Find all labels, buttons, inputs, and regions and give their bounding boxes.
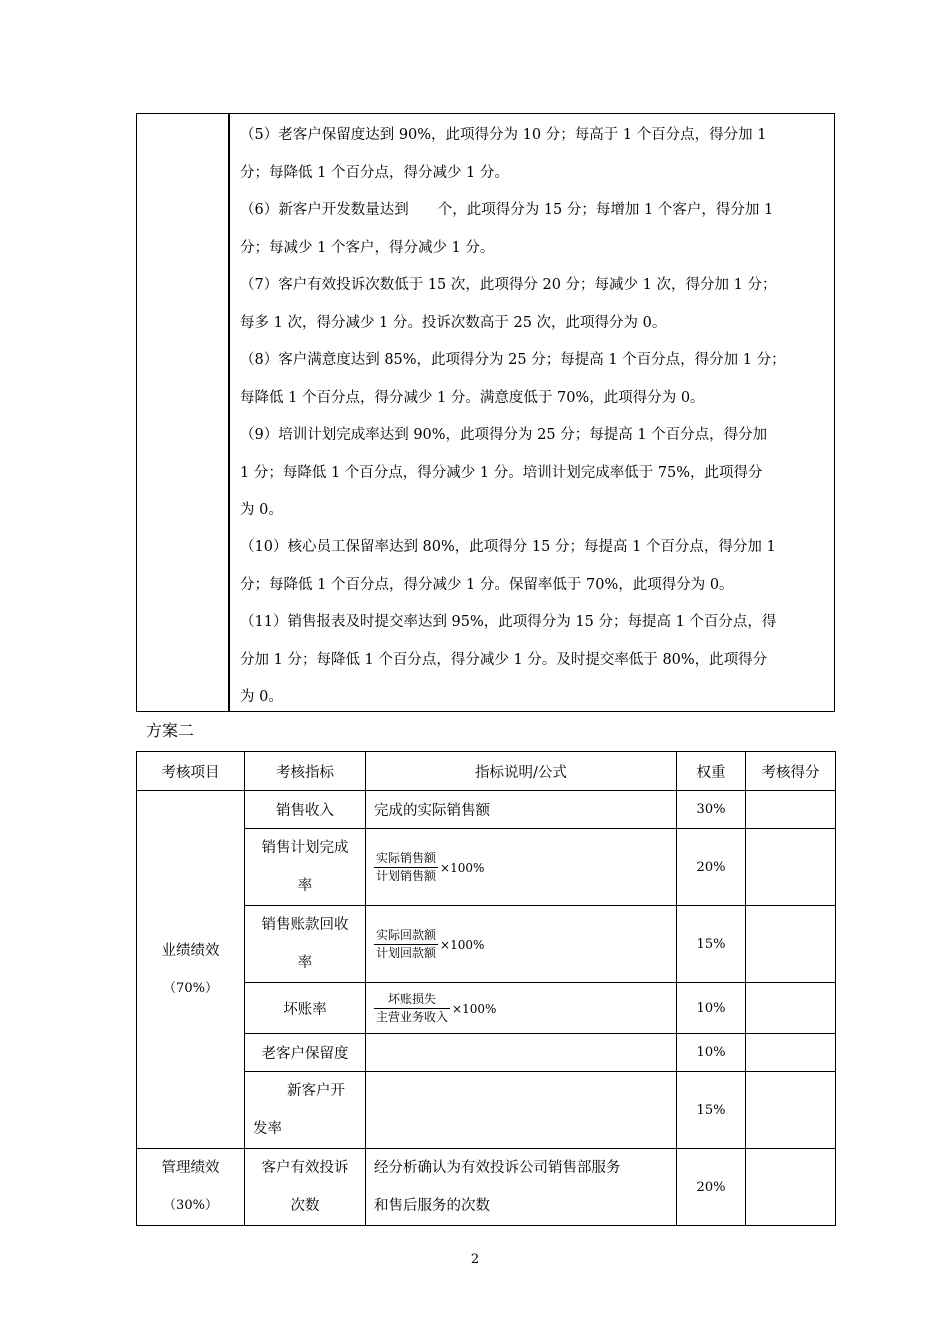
score-cell[interactable] (746, 1034, 836, 1072)
description-cell (366, 1034, 677, 1072)
score-cell[interactable] (746, 1072, 836, 1149)
indicator-cell: 销售账款回收 率 (245, 906, 366, 983)
weight-cell: 10% (677, 1034, 746, 1072)
description-cell: 经分析确认为有效投诉公司销售部服务 和售后服务的次数 (366, 1149, 677, 1226)
header-description: 指标说明/公式 (366, 752, 677, 791)
weight-cell: 20% (677, 1149, 746, 1226)
table-row (137, 1149, 836, 1226)
score-cell[interactable] (746, 983, 836, 1034)
scoring-rules-table (136, 113, 835, 712)
indicator-cell: 老客户保留度 (245, 1034, 366, 1072)
indicator-cell: 销售收入 (245, 791, 366, 829)
formula: $\frac{\text{实际销售额}}{\text{计划销售额}}$ ×100% (376, 851, 485, 883)
rule-5: （5）老客户保留度达到 90%，此项得分为 10 分；每高于 1 个百分点，得分加 1 分；每降低 1 个百分点，得分减少 1 分。 (240, 127, 767, 181)
description-cell: 完成的实际销售额 (366, 791, 677, 829)
group-management: 管理绩效 （30%） (137, 1149, 245, 1226)
rules-content-cell (232, 114, 834, 711)
header-score: 考核得分 (746, 752, 836, 791)
formula: $\frac{\text{实际回款额}}{\text{计划回款额}}$ ×100% (376, 928, 485, 960)
formula-cell (366, 906, 677, 983)
rule-7: （7）客户有效投诉次数低于 15 次，此项得分 20 分；每减少 1 次，得分加 1 分； 每多 1 次，得分减少 1 分。投诉次数高于 25 次，此项得分为 0。 (240, 277, 777, 331)
score-cell[interactable] (746, 829, 836, 906)
weight-cell: 30% (677, 791, 746, 829)
page-number: 2 (470, 1252, 480, 1267)
rule-6: （6）新客户开发数量达到 个，此项得分为 15 分；每增加 1 个客户，得分加 1 分；每减少 1 个客户，得分减少 1 分。 (240, 202, 774, 256)
weight-cell: 10% (677, 983, 746, 1034)
rule-8: （8）客户满意度达到 85%，此项得分为 25 分；每提高 1 个百分点，得分加 1 分； 每降低 1 个百分点，得分减少 1 分。满意度低于 70%，此项得分为 0。 (240, 352, 786, 406)
formula-cell (366, 829, 677, 906)
rule-10: （10）核心员工保留率达到 80%，此项得分 15 分；每提高 1 个百分点，得分加 1 分；每降低 1 个百分点，得分减少 1 分。保留率低于 70%，此项得分为 0。 (240, 539, 776, 593)
header-weight: 权重 (677, 752, 746, 791)
group-performance: 业绩绩效 （70%） (137, 791, 245, 1149)
weight-cell: 15% (677, 906, 746, 983)
assessment-table (136, 751, 836, 1226)
weight-cell: 15% (677, 1072, 746, 1149)
indicator-cell: 新客户开 发率 (245, 1072, 366, 1149)
table-header-row (137, 752, 836, 791)
formula-cell (366, 983, 677, 1034)
indicator-cell: 客户有效投诉 次数 (245, 1149, 366, 1226)
rule-11: （11）销售报表及时提交率达到 95%，此项得分为 15 分；每提高 1 个百分点，得 分加 1 分；每降低 1 个百分点，得分减少 1 分。及时提交率低于 80%，此项得分 为 0。 (240, 614, 777, 705)
indicator-cell: 坏账率 (245, 983, 366, 1034)
score-cell[interactable] (746, 791, 836, 829)
rule-9: （9）培训计划完成率达到 90%，此项得分为 25 分；每提高 1 个百分点，得分加 1 分；每降低 1 个百分点，得分减少 1 分。培训计划完成率低于 75%，此项得分 为 0。 (240, 427, 768, 518)
score-cell[interactable] (746, 906, 836, 983)
header-item: 考核项目 (137, 752, 245, 791)
scheme-title: 方案二 (146, 721, 195, 740)
formula: $\frac{\text{坏账损失}}{\text{主营业务收入}}$ ×100% (376, 992, 497, 1024)
rules-category-cell (137, 114, 230, 711)
score-cell[interactable] (746, 1149, 836, 1226)
table-row (137, 791, 836, 829)
indicator-cell: 销售计划完成 率 (245, 829, 366, 906)
header-indicator: 考核指标 (245, 752, 366, 791)
description-cell (366, 1072, 677, 1149)
weight-cell: 20% (677, 829, 746, 906)
